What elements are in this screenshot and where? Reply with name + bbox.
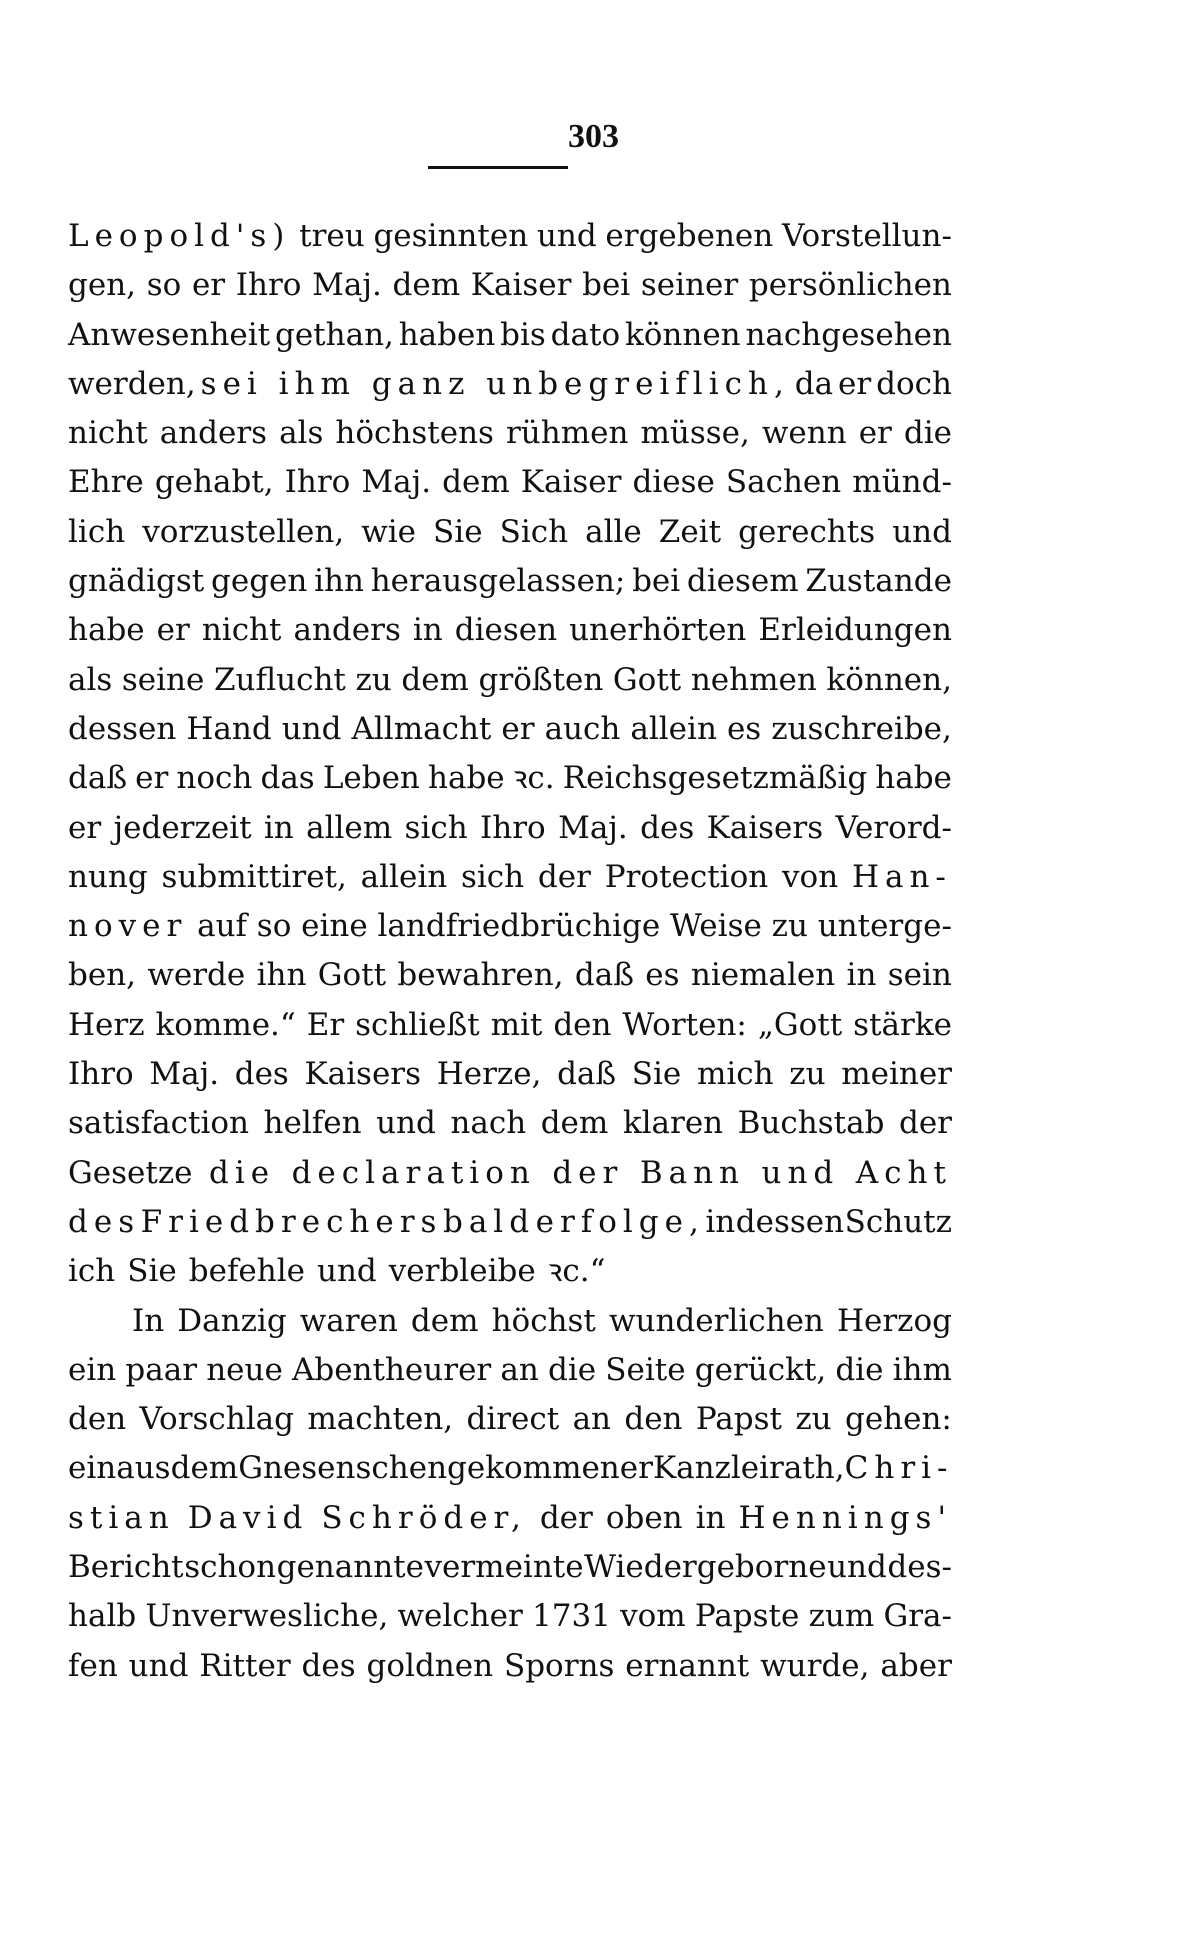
word: Vorschlag	[139, 1401, 294, 1438]
word: diesem	[686, 563, 799, 600]
word: Maj.	[149, 1056, 220, 1093]
word: paar	[125, 1351, 198, 1388]
word: habe	[875, 760, 952, 797]
text-line	[68, 853, 952, 902]
word: in	[846, 957, 877, 994]
word: das	[260, 760, 315, 797]
word: Maj.	[312, 267, 382, 304]
word: Sie	[631, 1056, 682, 1093]
text-line	[68, 1297, 952, 1346]
word: bis	[500, 316, 546, 353]
word: höchstens	[335, 415, 494, 452]
text-line	[68, 1149, 952, 1198]
word: vom	[620, 1598, 686, 1635]
word: ich	[68, 1253, 116, 1290]
word: und	[536, 218, 597, 254]
spaced-word: die	[208, 1154, 276, 1191]
word: niemalen	[690, 957, 836, 994]
word: daß	[68, 760, 128, 797]
word: gegen	[211, 563, 308, 600]
text-line	[68, 1247, 952, 1296]
word: allem	[306, 809, 393, 846]
word: vermeinte	[424, 1549, 584, 1586]
text-line	[68, 804, 952, 853]
text-line	[68, 1395, 952, 1444]
word: Gra-	[883, 1598, 952, 1635]
word: dessen	[68, 710, 177, 747]
word: er	[191, 267, 226, 304]
word: dem	[410, 1302, 479, 1339]
word: Bericht	[68, 1549, 184, 1586]
word: noch	[176, 760, 253, 797]
word: es	[645, 957, 680, 994]
word: Sporns	[503, 1647, 615, 1684]
word: sich	[404, 809, 468, 846]
word: doch	[876, 365, 952, 402]
spaced-word: bald	[442, 1203, 536, 1240]
word: Papste	[694, 1598, 800, 1635]
word: Herzog	[836, 1302, 952, 1339]
word: halb	[68, 1598, 137, 1635]
word: gekommener	[447, 1450, 653, 1487]
word: ihn	[256, 957, 307, 994]
word: zu	[795, 1401, 832, 1438]
spaced-word: declaration	[291, 1154, 536, 1191]
word: Anwesenheit	[68, 316, 271, 353]
word: goldnen	[366, 1647, 494, 1684]
word: als	[279, 415, 324, 452]
word: unerhörten	[569, 612, 747, 649]
word: er	[501, 710, 535, 747]
word: Unverwesliche,	[145, 1598, 389, 1635]
word: rühmen	[505, 415, 629, 452]
word: sich	[460, 858, 525, 895]
word: diesen	[454, 612, 558, 649]
text-line	[68, 212, 952, 261]
word: verbleibe	[388, 1253, 536, 1290]
text-line	[68, 1494, 952, 1543]
word: er	[156, 612, 190, 649]
word: Maj.	[361, 464, 432, 501]
word: neue	[206, 1351, 283, 1388]
word: dem	[401, 661, 469, 698]
word: und	[317, 1253, 377, 1290]
word: Herz	[68, 1006, 145, 1043]
word: wenn	[761, 415, 847, 452]
word: daß	[574, 957, 634, 994]
text-line	[68, 1001, 952, 1050]
word: lich	[68, 513, 126, 550]
word: ernannt	[625, 1647, 750, 1684]
word: gerückt,	[694, 1351, 827, 1388]
word: ihm	[892, 1351, 952, 1388]
word: höchst	[491, 1302, 596, 1339]
word: zu	[789, 1056, 826, 1093]
page-number: 303	[568, 118, 619, 155]
word: und	[827, 1549, 887, 1586]
word: es	[726, 710, 762, 747]
word: schon	[184, 1549, 277, 1586]
word: gesinnten	[373, 218, 529, 254]
text-line	[68, 705, 952, 754]
word: Zeit	[658, 513, 722, 550]
word: „Gott	[757, 1006, 843, 1043]
word: von	[782, 858, 839, 895]
word: satisfaction	[68, 1105, 249, 1142]
text-line	[68, 1592, 952, 1641]
word: ben,	[68, 957, 137, 994]
word: aber	[880, 1647, 952, 1684]
word: ergebenen	[605, 218, 774, 254]
word: bei	[632, 563, 681, 600]
word: Sich	[499, 513, 569, 550]
word: dem	[392, 267, 461, 304]
word: mich	[696, 1056, 774, 1093]
word: jederzeit	[113, 809, 252, 846]
word: submittiret,	[161, 858, 347, 895]
word: die	[835, 1351, 884, 1388]
word: größten	[478, 661, 604, 698]
word: können,	[826, 661, 952, 698]
word: Gnesenschen	[238, 1450, 448, 1487]
text-line	[68, 656, 952, 705]
word: machten,	[307, 1401, 454, 1438]
word: werden,	[68, 365, 196, 402]
word: der	[898, 1105, 952, 1142]
word: helfen	[263, 1105, 362, 1142]
word: gnädigst	[68, 563, 205, 600]
word: seiner	[640, 267, 739, 304]
word: wunderlichen	[608, 1302, 824, 1339]
word: eine	[301, 908, 368, 945]
word: als	[68, 661, 113, 698]
word: Papst	[695, 1401, 782, 1438]
word: Kaiser	[520, 464, 622, 501]
word: er	[135, 760, 169, 797]
word: genannte	[276, 1549, 424, 1586]
spaced-word: Bann	[639, 1154, 746, 1191]
word: des	[640, 809, 695, 846]
word: des	[234, 1056, 289, 1093]
word: gethan,	[274, 316, 394, 353]
word: Ritter	[199, 1647, 291, 1684]
word: dato	[550, 316, 621, 353]
spaced-word: Chri-	[844, 1450, 954, 1487]
word: Ihro	[480, 809, 546, 846]
spaced-word: Hennings'	[738, 1499, 952, 1536]
word: unterge-	[817, 908, 952, 945]
word: sein	[887, 957, 952, 994]
text-line	[68, 1050, 952, 1099]
header-rule	[428, 166, 568, 169]
word: haben	[398, 316, 496, 353]
word: der	[537, 858, 591, 895]
word: so	[256, 908, 292, 945]
word: Er	[306, 1006, 345, 1043]
word: stärke	[853, 1006, 952, 1043]
word: Zuflucht	[213, 661, 346, 698]
word: befehle	[188, 1253, 305, 1290]
word: 1731	[532, 1598, 611, 1635]
spaced-word: erfolge,	[535, 1203, 705, 1240]
word: und	[376, 1105, 436, 1142]
word: herausgelassen;	[370, 563, 626, 600]
word: Worten:	[622, 1006, 747, 1043]
spaced-word: und	[761, 1154, 840, 1191]
word: zu	[771, 908, 808, 945]
word: anders	[159, 415, 268, 452]
word: Sie	[433, 513, 483, 550]
word: nehmen	[690, 661, 817, 698]
spaced-word: Han-	[851, 858, 952, 895]
word: und	[281, 710, 342, 747]
text-line	[68, 458, 952, 507]
word: Hand	[186, 710, 272, 747]
word: allein	[360, 858, 448, 895]
word: zu	[355, 661, 392, 698]
word: er	[858, 415, 892, 452]
word: daß	[557, 1056, 617, 1093]
text-line	[68, 360, 952, 409]
word: Herze,	[436, 1056, 542, 1093]
body-text	[68, 212, 952, 1691]
word: werde	[147, 957, 246, 994]
word: des-	[887, 1549, 952, 1586]
word: den	[553, 1006, 612, 1043]
word: die	[548, 1351, 597, 1388]
word: gen,	[68, 267, 137, 304]
word: waren	[299, 1302, 398, 1339]
word: Sie	[127, 1253, 177, 1290]
word: wurde,	[760, 1647, 870, 1684]
word: ein	[68, 1351, 117, 1388]
word: in	[412, 612, 443, 649]
word: der	[539, 1499, 593, 1536]
word: In	[132, 1302, 165, 1339]
word: wie	[361, 513, 417, 550]
word: komme.“	[155, 1006, 296, 1043]
word: nach	[450, 1105, 527, 1142]
text-line	[68, 508, 952, 557]
word: Kaisers	[706, 809, 824, 846]
word: und	[128, 1647, 189, 1684]
text-line	[68, 311, 952, 360]
word: und	[892, 513, 952, 550]
word: ihn	[314, 563, 364, 600]
word: dem	[442, 464, 510, 501]
text-line	[68, 606, 952, 655]
spaced-word: Acht	[855, 1154, 952, 1191]
word: Wiedergeborne	[584, 1549, 827, 1586]
word: dessen	[735, 1203, 845, 1240]
word: vorzustellen,	[142, 513, 345, 550]
word: diese	[632, 464, 715, 501]
text-line	[68, 1543, 952, 1592]
spaced-word: stian	[68, 1499, 175, 1536]
word: Gott	[317, 957, 387, 994]
word: bei	[582, 267, 631, 304]
word: an	[572, 1401, 612, 1438]
word: Kaisers	[304, 1056, 422, 1093]
word: Protection	[604, 858, 769, 895]
word: Maj.	[558, 809, 628, 846]
word: nung	[68, 858, 148, 895]
text-line	[68, 1198, 952, 1247]
text-line	[68, 1346, 952, 1395]
word: des	[301, 1647, 356, 1684]
word: Gesetze	[68, 1154, 193, 1191]
word: aus	[116, 1450, 171, 1487]
word: er	[838, 365, 872, 402]
text-line	[68, 1642, 952, 1691]
word: Ehre	[68, 464, 144, 501]
word: auf	[197, 908, 248, 945]
word: klaren	[622, 1105, 724, 1142]
word: allein	[630, 710, 717, 747]
word: gehabt,	[154, 464, 274, 501]
word: nicht	[68, 415, 148, 452]
word: Reichsgesetzmäßig	[562, 760, 868, 797]
word: Danzig	[177, 1302, 287, 1339]
word: anders	[293, 612, 401, 649]
spaced-word: Friedbrechers	[140, 1203, 443, 1240]
word: meiner	[841, 1056, 952, 1093]
word: Buchstab	[737, 1105, 885, 1142]
word: nicht	[201, 612, 282, 649]
word: landfriedbrüchige	[377, 908, 661, 945]
word: Ihro	[235, 267, 302, 304]
word: habe	[68, 612, 145, 649]
word: Kaiser	[470, 267, 572, 304]
word: auch	[544, 710, 621, 747]
word: Kanzleirath,	[652, 1450, 845, 1487]
word: Leben	[322, 760, 420, 797]
word: er	[68, 809, 102, 846]
word: den	[68, 1401, 127, 1438]
word: zuschreibe,	[771, 710, 952, 747]
word: direct	[466, 1401, 560, 1438]
word: in	[705, 1203, 736, 1240]
spaced-word: der	[552, 1154, 624, 1191]
word: zum	[808, 1598, 875, 1635]
spaced-word: des	[68, 1203, 141, 1240]
word: den	[624, 1401, 683, 1438]
word: Abentheurer	[291, 1351, 492, 1388]
word: Erleidungen	[758, 612, 952, 649]
word: Verord-	[835, 809, 952, 846]
text-line	[68, 1444, 952, 1493]
text-line	[68, 902, 952, 951]
spaced-word: David	[187, 1499, 309, 1536]
text-line	[68, 951, 952, 1000]
text-line	[68, 1099, 952, 1148]
word: alle	[585, 513, 642, 550]
word: gerechts	[738, 513, 876, 550]
word: dem	[540, 1105, 609, 1142]
word: ein	[68, 1450, 117, 1487]
word: Vorstellun-	[781, 218, 952, 254]
word: Seite	[605, 1351, 686, 1388]
word: münd-	[852, 464, 952, 501]
word: Ihro	[284, 464, 351, 501]
word: seine	[121, 661, 205, 698]
word: habe	[428, 760, 505, 797]
word: gehen:	[844, 1401, 952, 1438]
word: schließt	[355, 1006, 480, 1043]
text-line	[68, 261, 952, 310]
word: bewahren,	[397, 957, 564, 994]
word: da	[794, 365, 834, 402]
text-line	[68, 754, 952, 803]
word: die	[903, 415, 952, 452]
word: ꝛc.“	[547, 1253, 606, 1290]
word: Weise	[669, 908, 762, 945]
word: fen	[68, 1647, 118, 1684]
word: mit	[490, 1006, 543, 1043]
word: nachgesehen	[745, 316, 952, 353]
word: persönlichen	[748, 267, 952, 304]
spaced-word: sei ihm ganz unbegreiflich,	[200, 365, 790, 402]
word: welcher	[397, 1598, 523, 1635]
spaced-word: Leopold's)	[68, 218, 291, 254]
spaced-word: nover	[68, 908, 188, 945]
word: an	[500, 1351, 539, 1388]
word: in	[263, 809, 294, 846]
word: in	[695, 1499, 726, 1536]
word: Allmacht	[351, 710, 492, 747]
word: Sachen	[725, 464, 842, 501]
word: Zustande	[805, 563, 952, 600]
word: Gott	[612, 661, 682, 698]
text-line	[68, 557, 952, 606]
spaced-word: Schröder,	[321, 1499, 527, 1536]
word: treu	[299, 218, 365, 254]
word: dem	[170, 1450, 239, 1487]
text-line	[68, 409, 952, 458]
word: müsse,	[640, 415, 750, 452]
word: so	[146, 267, 182, 304]
word: Ihro	[68, 1056, 134, 1093]
word: können	[624, 316, 741, 353]
word: ꝛc.	[512, 760, 555, 797]
word: oben	[605, 1499, 683, 1536]
word: Schutz	[844, 1203, 952, 1240]
